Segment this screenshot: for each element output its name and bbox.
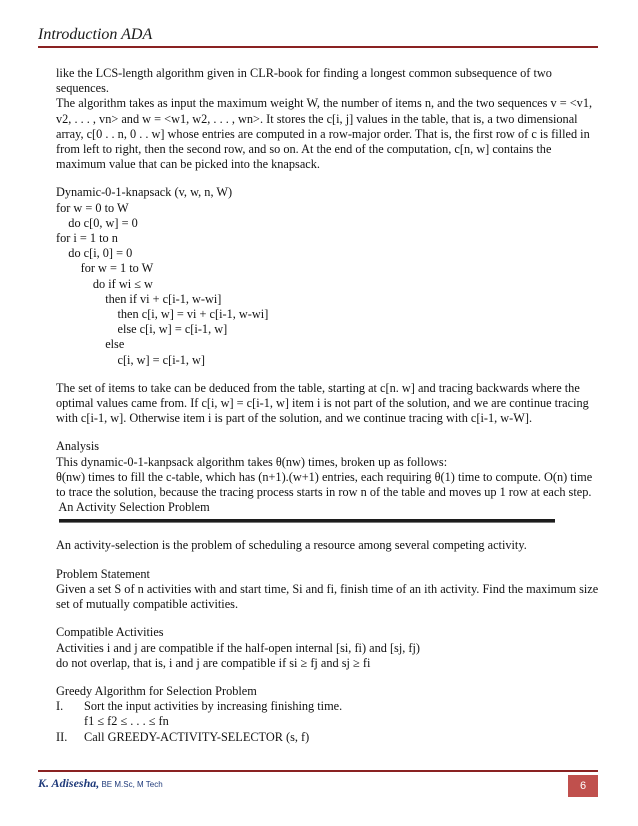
code-line: else: [56, 337, 125, 352]
analysis-line-1: This dynamic-0-1-kanpsack algorithm takes θ(nw) times, broken up as follows:: [56, 454, 448, 469]
compatible-heading: Compatible Activities: [56, 625, 164, 640]
page-footer: [38, 770, 598, 794]
page-number: 6: [568, 775, 598, 797]
compatible-line-2: do not overlap, that is, i and j are compatible if si ≥ fj and sj ≥ fi: [56, 655, 371, 670]
intro-paragraph-2: The algorithm takes as input the maximum weight W, the number of items n, and the two sequences v = <v1, v2, . . . , vn> and w = <w1, w2, . . . , wn>. It stores the c[i, j] values in the table, that is, a two dimensional array, c[0 . . n, 0 . . w] whose entries are computed in a row-major order. That is, the first row of c is filled in from left to right, then the second row, and so on. At the end of the computation, c[n, w] contains the maximum value that can be picked into the knapsack.: [56, 96, 593, 172]
code-line: Dynamic-0-1-knapsack (v, w, n, W): [56, 185, 233, 200]
author-credentials: BE M.Sc, M Tech: [99, 780, 163, 789]
compatible-line-1: Activities i and j are compatible if the half-open internal [si, fi) and [sj, fj): [56, 640, 421, 655]
code-line: then if vi + c[i-1, w-wi]: [56, 291, 222, 306]
analysis-heading: Analysis: [56, 439, 100, 454]
trace-paragraph: The set of items to take can be deduced from the table, starting at c[n. w] and tracing backwards where the optimal values came from. If c[i, w] = c[i-1, w] item i is not part of the solution, and we are continue tracing with c[i-1, w]. Otherwise item i is part of the solution, and we continue tracing with c[i-1, w-W].: [56, 380, 589, 426]
section-divider: [59, 519, 555, 523]
header-title: Introduction ADA: [38, 26, 153, 43]
code-line: c[i, w] = c[i-1, w]: [56, 352, 205, 367]
page-header: [38, 26, 598, 48]
list-number: II.: [56, 729, 68, 744]
code-line: do c[0, w] = 0: [56, 215, 138, 230]
code-line: do c[i, 0] = 0: [56, 246, 133, 261]
problem-text: Given a set S of n activities with and start time, Si and fi, finish time of an ith activity. Find the maximum size set of mutually compatible activities.: [56, 581, 599, 612]
analysis-line-2: θ(nw) times to fill the c-table, which has (n+1).(w+1) entries, each requiring θ(1) time to compute. O(n) time to trace the solution, because the tracing process starts in row n of the table and moves up 1 row at each step.: [56, 469, 593, 500]
list-text: f1 ≤ f2 ≤ . . . ≤ fn: [84, 714, 169, 729]
problem-heading: Problem Statement: [56, 566, 150, 581]
knapsack-pseudocode: [56, 185, 604, 367]
list-text: Sort the input activities by increasing finishing time.: [84, 699, 343, 714]
list-number: I.: [56, 699, 64, 714]
list-item: [56, 699, 604, 714]
code-line: do if wi ≤ w: [56, 276, 153, 291]
code-line: then c[i, w] = vi + c[i-1, w-wi]: [56, 307, 269, 322]
code-line: for w = 0 to W: [56, 200, 129, 215]
code-line: for i = 1 to n: [56, 231, 118, 246]
code-line: else c[i, w] = c[i-1, w]: [56, 322, 228, 337]
activity-paragraph: An activity-selection is the problem of scheduling a resource among several competing activity.: [56, 538, 527, 553]
list-item: [56, 730, 604, 745]
intro-paragraph-1: like the LCS-length algorithm given in CLR-book for finding a longest common subsequence of two sequences.: [56, 66, 552, 96]
author-name: K. Adisesha,: [38, 776, 100, 790]
list-item: [56, 714, 604, 729]
page-content: [56, 66, 604, 745]
code-line: for w = 1 to W: [56, 261, 154, 276]
greedy-heading: Greedy Algorithm for Selection Problem: [56, 683, 257, 698]
list-number: [56, 714, 76, 729]
list-text: Call GREEDY-ACTIVITY-SELECTOR (s, f): [84, 729, 310, 744]
section-title: An Activity Selection Problem: [56, 500, 210, 515]
footer-author: [38, 776, 163, 791]
